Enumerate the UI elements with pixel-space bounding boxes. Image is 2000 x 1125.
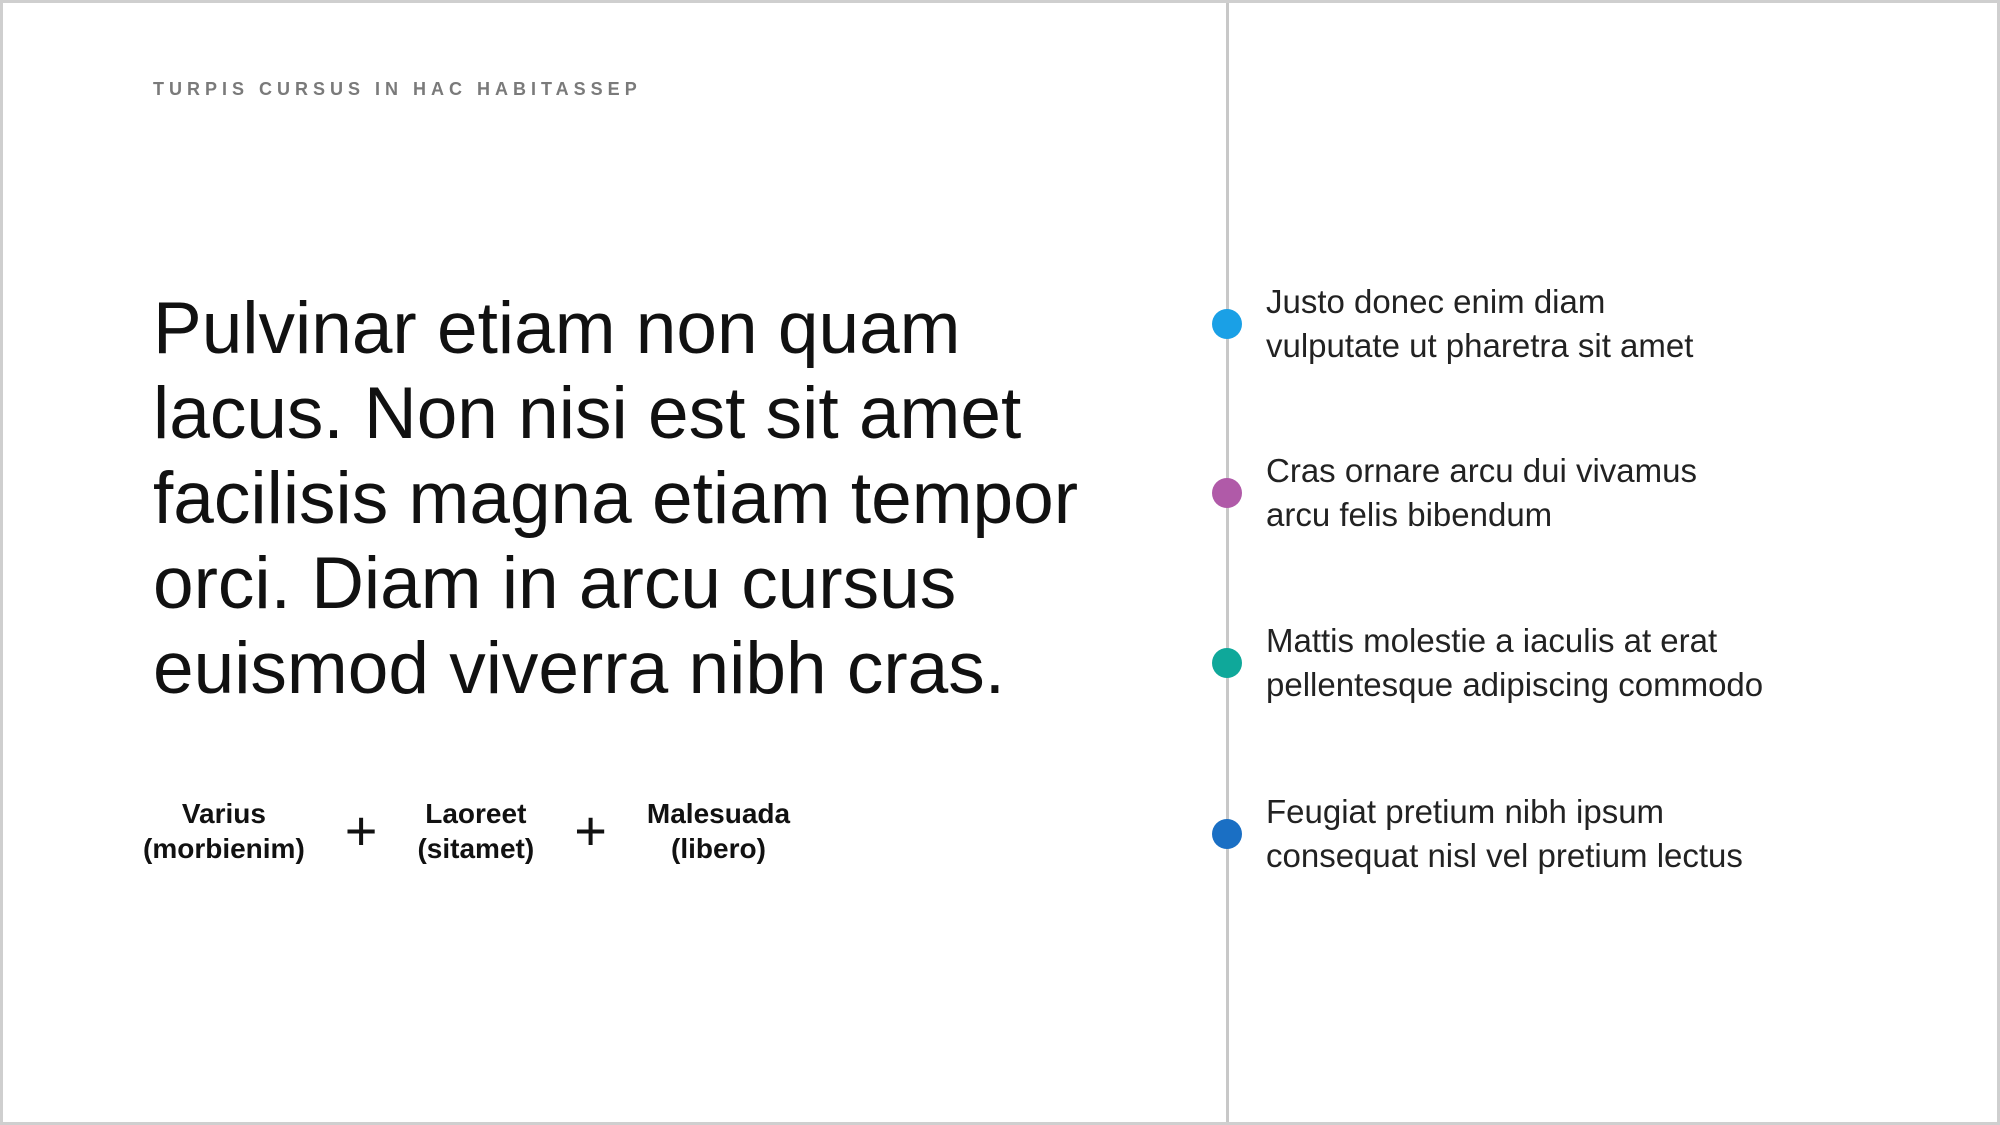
timeline-item-text xyxy=(1266,449,1697,537)
timeline-item xyxy=(1212,790,1743,878)
formula-term-detail: (libero) xyxy=(671,833,766,864)
timeline-item xyxy=(1212,449,1697,537)
formula-term-name: Malesuada xyxy=(646,798,791,829)
timeline-item-text xyxy=(1266,790,1743,878)
timeline-dot-icon xyxy=(1212,478,1242,508)
formula-term-name: Laoreet xyxy=(425,798,527,829)
timeline-item-line: vulputate ut pharetra sit amet xyxy=(1266,327,1694,364)
timeline-dot-icon xyxy=(1212,819,1242,849)
timeline-item xyxy=(1212,619,1763,707)
plus-icon: + xyxy=(344,799,378,862)
eyebrow-label: TURPIS CURSUS IN HAC HABITASSEP xyxy=(153,79,642,99)
formula-term-detail: (morbienim) xyxy=(143,833,305,864)
timeline-item-text xyxy=(1266,619,1763,707)
timeline-dot-icon xyxy=(1212,309,1242,339)
timeline-item-text xyxy=(1266,280,1693,368)
timeline-item-line: consequat nisl vel pretium lectus xyxy=(1266,837,1743,874)
timeline xyxy=(3,3,1997,1122)
timeline-dot-icon xyxy=(1212,648,1242,678)
formula-term-name: Varius xyxy=(181,798,266,829)
plus-icon: + xyxy=(574,799,607,862)
timeline-item-line: arcu felis bibendum xyxy=(1266,496,1553,533)
headline: Pulvinar etiam non quam lacus. Non nisi est sit amet facilisis magna etiam tempor orci. Diam in arcu cursus euismod viverra nibh cras. xyxy=(153,288,1079,709)
timeline-item-line: Feugiat pretium nibh ipsum xyxy=(1266,793,1665,830)
timeline-item-line: Cras ornare arcu dui vivamus xyxy=(1266,452,1697,489)
timeline-item-line: Justo donec enim diam xyxy=(1266,283,1606,320)
timeline-item-line: Mattis molestie a iaculis at erat xyxy=(1266,622,1718,659)
formula-term-detail: (sitamet) xyxy=(417,833,535,864)
timeline-item xyxy=(1212,280,1693,368)
timeline-item-line: pellentesque adipiscing commodo xyxy=(1266,666,1764,703)
